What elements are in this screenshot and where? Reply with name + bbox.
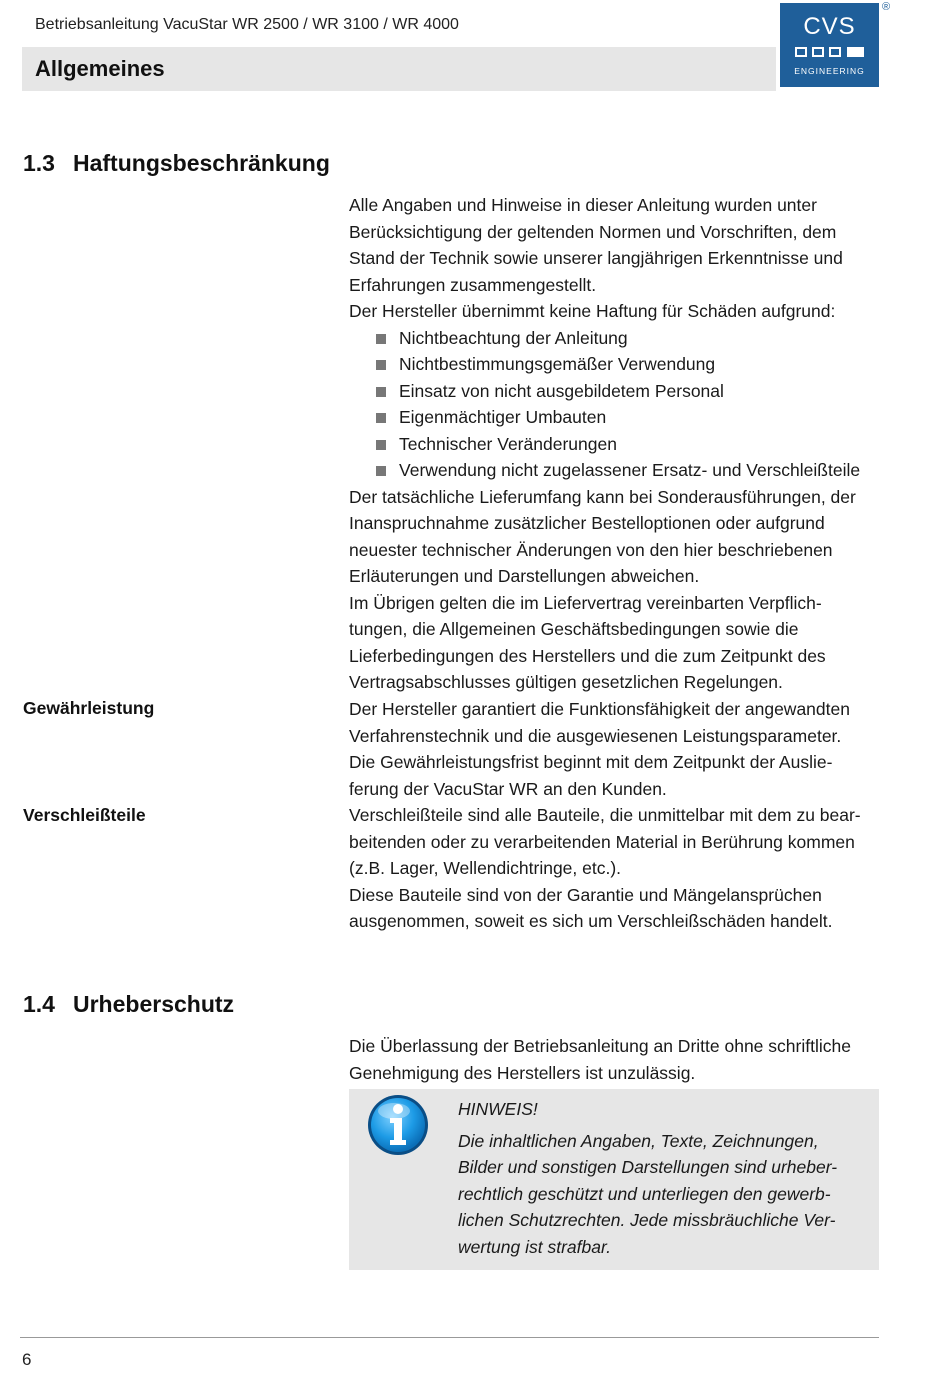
side-label-gewaehrleistung: Gewährleistung [23,698,155,718]
gewaehrleistung-body [349,696,889,802]
section-title: Urheberschutz [73,991,235,1017]
logo-text: CVS [803,13,856,40]
note-body: Die inhaltlichen Angaben, Texte, Zeichnungen, Bilder und sonstigen Darstellungen sind urheber- rechtlich geschützt und unterliegen den gewerb- lichen Schutzrechten. Jede missbräuchliche Ver- wertung ist strafbar. [458,1130,838,1257]
chapter-title: Allgemeines [35,56,165,81]
square-bullet-icon [376,413,386,423]
square-bullet-icon [376,466,386,476]
square-bullet-icon [376,334,386,344]
page-number: 6 [22,1350,32,1369]
verschleissteile-body [349,802,889,935]
section-number: 1.3 [23,150,55,176]
logo-blocks [795,47,865,59]
note-text [458,1096,868,1260]
section-1-3-body [349,192,889,696]
paragraph: Der Hersteller übernimmt keine Haftung für Schäden aufgrund: [349,301,836,321]
paragraph: Alle Angaben und Hinweise in dieser Anleitung wurden unter Berücksichtigung der geltenden Normen und Vorschriften, dem Stand der Technik sowie unserer langjährigen Erkenntnisse und Erfahrungen zusammengestellt. [349,195,843,295]
list-item: Nichtbeachtung der Anleitung [349,325,889,352]
info-icon [366,1093,430,1157]
paragraph: Die Überlassung der Betriebsanleitung an Dritte ohne schriftliche Genehmigung des Herstellers ist unzulässig. [349,1036,851,1083]
document-title: Betriebsanleitung VacuStar WR 2500 / WR 3100 / WR 4000 [35,16,459,33]
bullet-list [349,325,889,484]
section-number: 1.4 [23,991,55,1017]
square-bullet-icon [376,360,386,370]
list-item: Eigenmächtiger Umbauten [349,404,889,431]
section-1-4-body [349,1033,889,1086]
paragraph: Verschleißteile sind alle Bauteile, die unmittelbar mit dem zu bear- beitenden oder zu verarbeitenden Material in Berührung kommen (z.B. Lager, Wellendichtringe, etc.). [349,805,861,878]
section-title: Haftungsbeschränkung [73,150,330,176]
list-item: Technischer Veränderungen [349,431,889,458]
list-item: Einsatz von nicht ausgebildetem Personal [349,378,889,405]
registered-mark: ® [882,1,891,13]
note-box [349,1089,879,1270]
company-logo [780,3,879,87]
square-bullet-icon [376,387,386,397]
section-heading-1-4 [23,991,234,1018]
paragraph: Diese Bauteile sind von der Garantie und Mängelansprüchen ausgenommen, soweit es sich um Verschleißschäden handelt. [349,884,833,931]
square-bullet-icon [376,440,386,450]
section-heading-1-3 [23,150,330,177]
logo-subtitle: ENGINEERING [794,66,865,76]
side-label-verschleissteile: Verschleißteile [23,805,146,825]
footer-divider [20,1337,879,1338]
note-title: HINWEIS! [458,1099,538,1119]
paragraph: Der tatsächliche Lieferumfang kann bei Sonderausführungen, der Inanspruchnahme zusätzlicher Bestelloptionen oder aufgrund neuester technischer Änderungen von den hier beschriebenen Erläuterungen und Darstellungen abweichen. [349,486,856,586]
paragraph: Die Gewährleistungsfrist beginnt mit dem Zeitpunkt der Auslie- ferung der VacuStar WR an den Kunden. [349,752,833,799]
list-item: Nichtbestimmungsgemäßer Verwendung [349,351,889,378]
paragraph: Der Hersteller garantiert die Funktionsfähigkeit der angewandten Verfahrenstechnik und die ausgewiesenen Leistungsparameter. [349,699,850,746]
paragraph: Im Übrigen gelten die im Liefervertrag vereinbarten Verpflich- tungen, die Allgemeinen Geschäftsbedingungen sowie die Lieferbedingungen des Herstellers und die zum Zeitpunkt des Vertragsabschlusses gültigen gesetzlichen Regelungen. [349,592,826,692]
list-item: Verwendung nicht zugelassener Ersatz- und Verschleißteile [349,457,889,484]
